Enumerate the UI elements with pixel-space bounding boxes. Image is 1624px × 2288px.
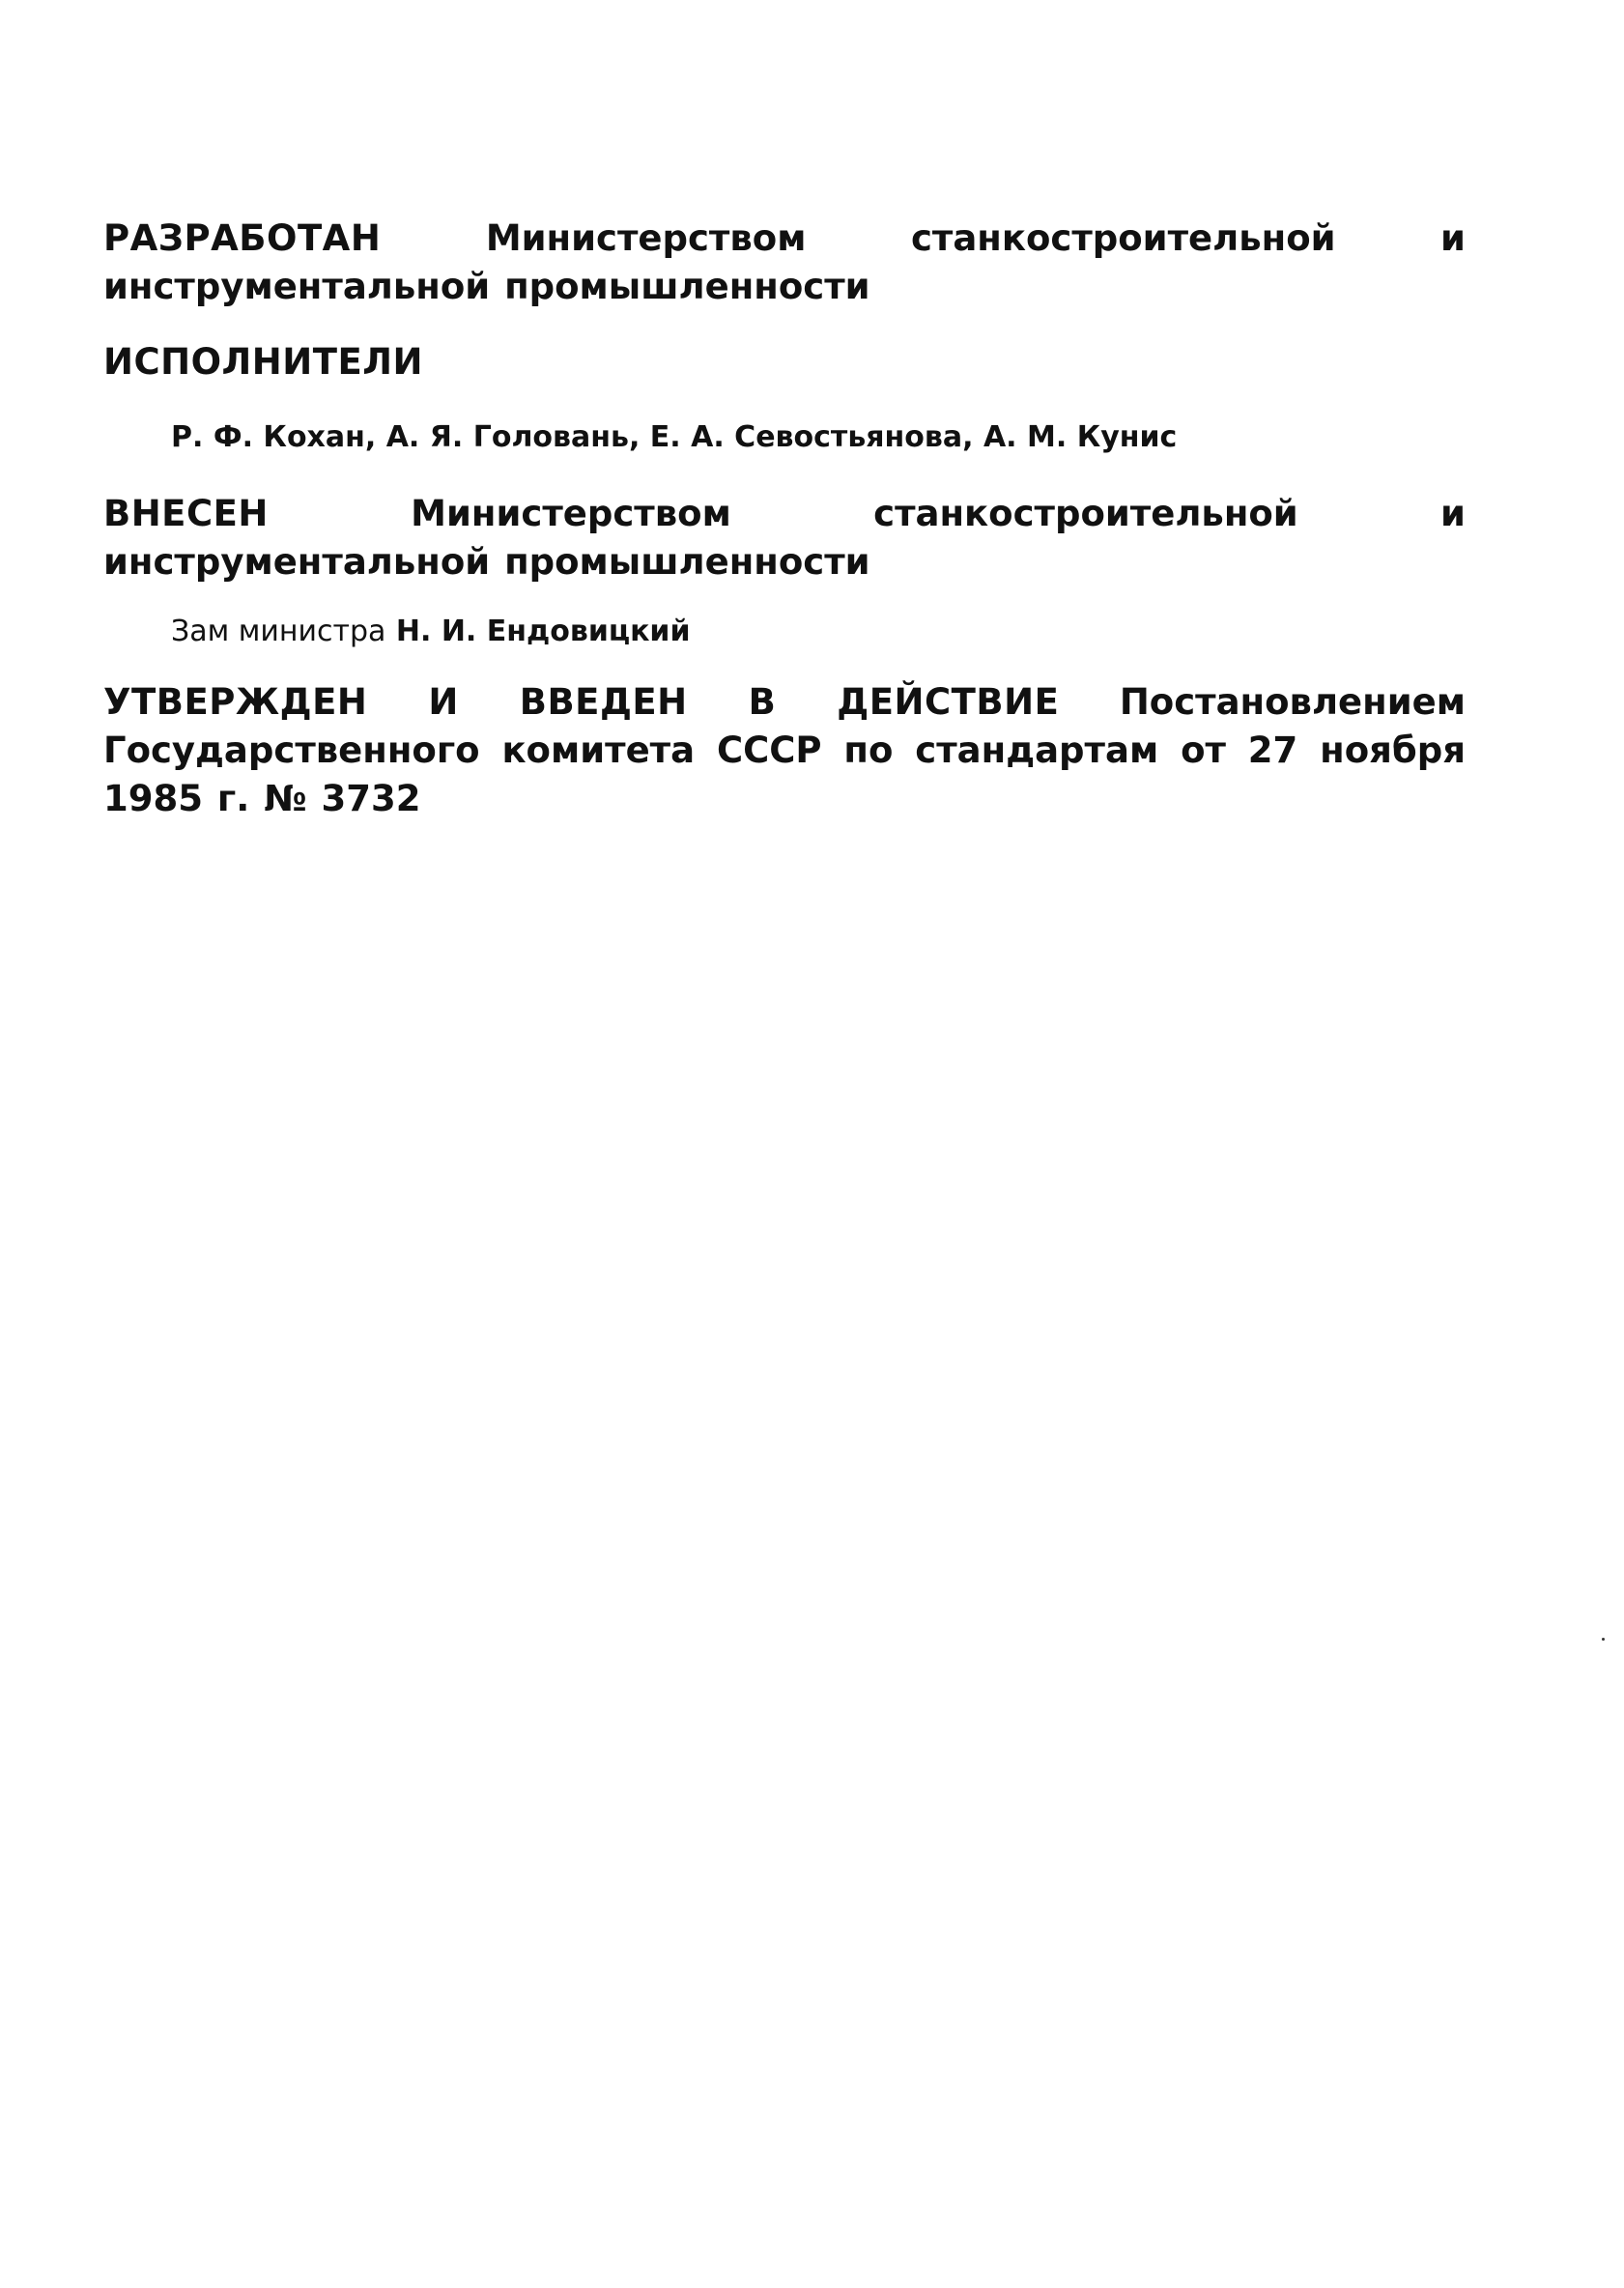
performers-names-block <box>103 418 1466 457</box>
signatory-role: Зам министра <box>171 615 386 648</box>
introduced-paragraph <box>103 490 1466 586</box>
signatory-name: Н. И. Ендовицкий <box>395 615 691 648</box>
developed-section <box>103 214 1466 311</box>
signatory-line <box>103 613 1466 651</box>
developed-text: Министерством станкостроительной и инструментальной промышленности <box>103 217 1466 307</box>
signatory-block <box>103 613 1466 651</box>
introduced-text: Министерством станкостроительной и инструментальной промышленности <box>103 493 1466 583</box>
performers-heading: ИСПОЛНИТЕЛИ <box>103 341 423 383</box>
scan-speck <box>1602 1638 1605 1641</box>
performers-section <box>103 338 1466 386</box>
approved-paragraph <box>103 678 1466 823</box>
developed-paragraph <box>103 214 1466 311</box>
developed-keyword: РАЗРАБОТАН <box>103 217 382 259</box>
approved-keyword: УТВЕРЖДЕН И ВВЕДЕН В ДЕЙСТВИЕ <box>103 681 1060 723</box>
performers-names: Р. Ф. Кохан, А. Я. Головань, Е. А. Севостьянова, А. М. Кунис <box>171 420 1178 454</box>
introduced-section <box>103 490 1466 586</box>
approved-text: Постановлением Государственного комитета СССР по стандартам от 27 ноября 1985 г. № 3732 <box>103 681 1466 819</box>
approved-section <box>103 678 1466 823</box>
introduced-keyword: ВНЕСЕН <box>103 493 269 534</box>
